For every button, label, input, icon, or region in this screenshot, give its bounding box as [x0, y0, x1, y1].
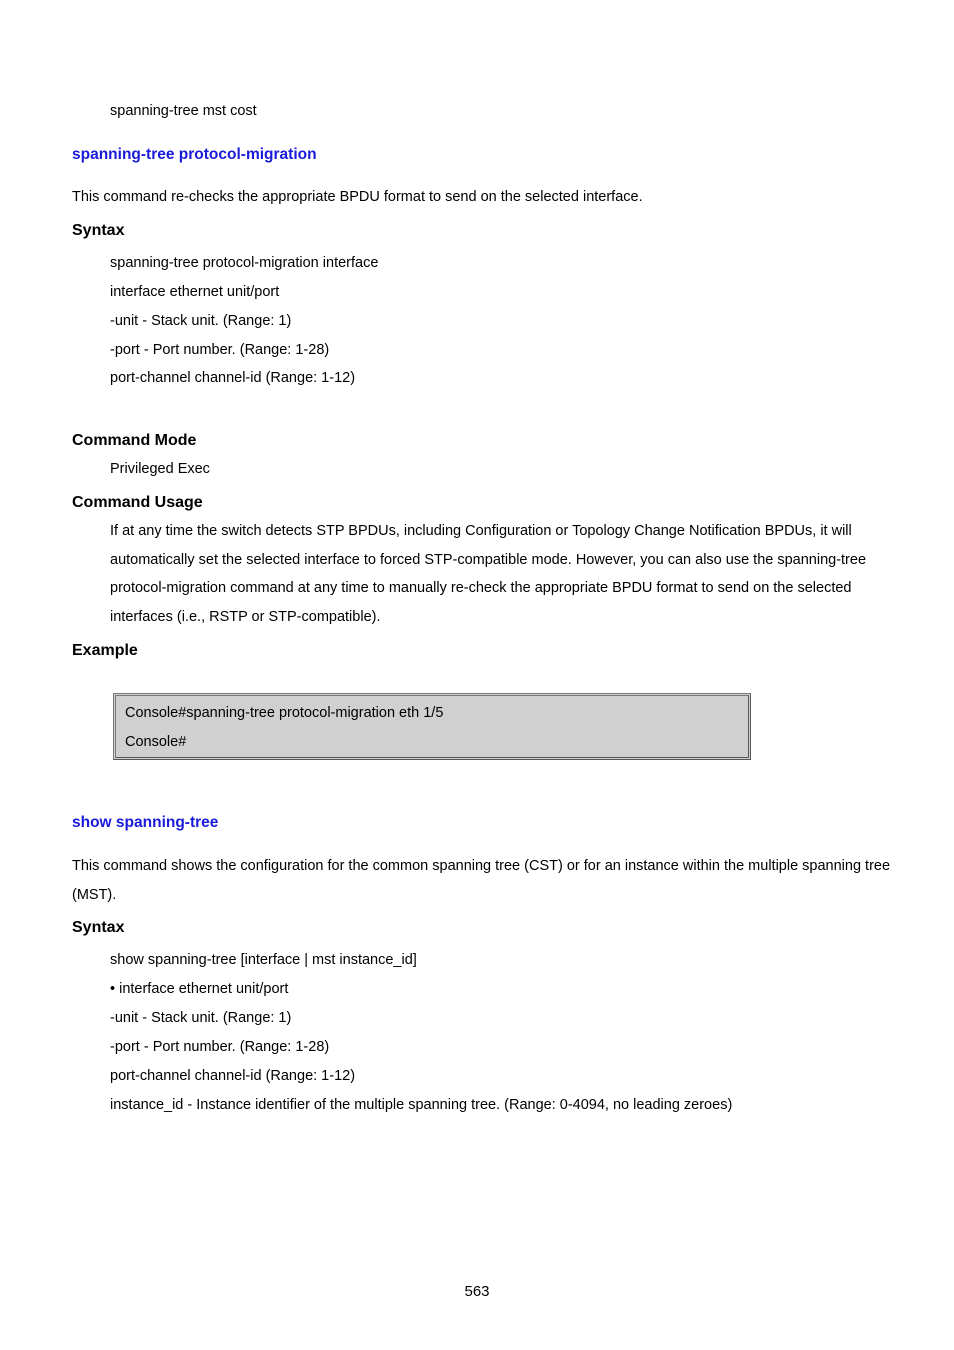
command-usage-heading: Command Usage [72, 494, 203, 511]
syntax-heading: Syntax [72, 919, 125, 936]
syntax-line: show spanning-tree [interface | mst instance_id] [110, 952, 417, 968]
console-example-box [113, 693, 751, 760]
syntax-line: port-channel channel-id (Range: 1-12) [110, 1068, 356, 1084]
syntax-line: -port - Port number. (Range: 1-28) [110, 342, 330, 358]
syntax-line: -unit - Stack unit. (Range: 1) [110, 313, 292, 329]
console-line: Console#spanning-tree protocol-migration eth 1/5 [125, 705, 444, 721]
example-heading: Example [72, 642, 138, 659]
usage-line: protocol-migration command at any time to manually re-check the appropriate BPDU format to send on the selected [110, 580, 852, 596]
syntax-line: -port - Port number. (Range: 1-28) [110, 1039, 330, 1055]
section-description: This command re-checks the appropriate BPDU format to send on the selected interface. [72, 189, 643, 205]
page-number: 563 [464, 1283, 490, 1300]
usage-line: automatically set the selected interface to forced STP-compatible mode. However, you can also use the spanning-tree [110, 552, 867, 568]
usage-line: interfaces (i.e., RSTP or STP-compatible). [110, 609, 381, 625]
syntax-line: • interface ethernet unit/port [110, 981, 289, 997]
syntax-line: -unit - Stack unit. (Range: 1) [110, 1010, 292, 1026]
console-line: Console# [125, 734, 187, 750]
section-title-show-spanning-tree[interactable]: show spanning-tree [72, 814, 219, 831]
command-mode-heading: Command Mode [72, 432, 197, 449]
section-title-protocol-migration[interactable]: spanning-tree protocol-migration [72, 146, 317, 163]
usage-line: If at any time the switch detects STP BPDUs, including Configuration or Topology Change Notification BPDUs, it will [110, 523, 852, 539]
syntax-line: port-channel channel-id (Range: 1-12) [110, 370, 356, 386]
syntax-line: interface ethernet unit/port [110, 284, 280, 300]
section-description: (MST). [72, 887, 117, 903]
section-description: This command shows the configuration for the common spanning tree (CST) or for an instance within the multiple spanning tree [72, 858, 891, 874]
command-mode-value: Privileged Exec [110, 461, 210, 477]
syntax-line: spanning-tree protocol-migration interface [110, 255, 379, 271]
syntax-line: instance_id - Instance identifier of the multiple spanning tree. (Range: 0-4094, no leading zeroes) [110, 1097, 733, 1113]
syntax-heading: Syntax [72, 222, 125, 239]
prev-command-reference: spanning-tree mst cost [110, 103, 257, 119]
